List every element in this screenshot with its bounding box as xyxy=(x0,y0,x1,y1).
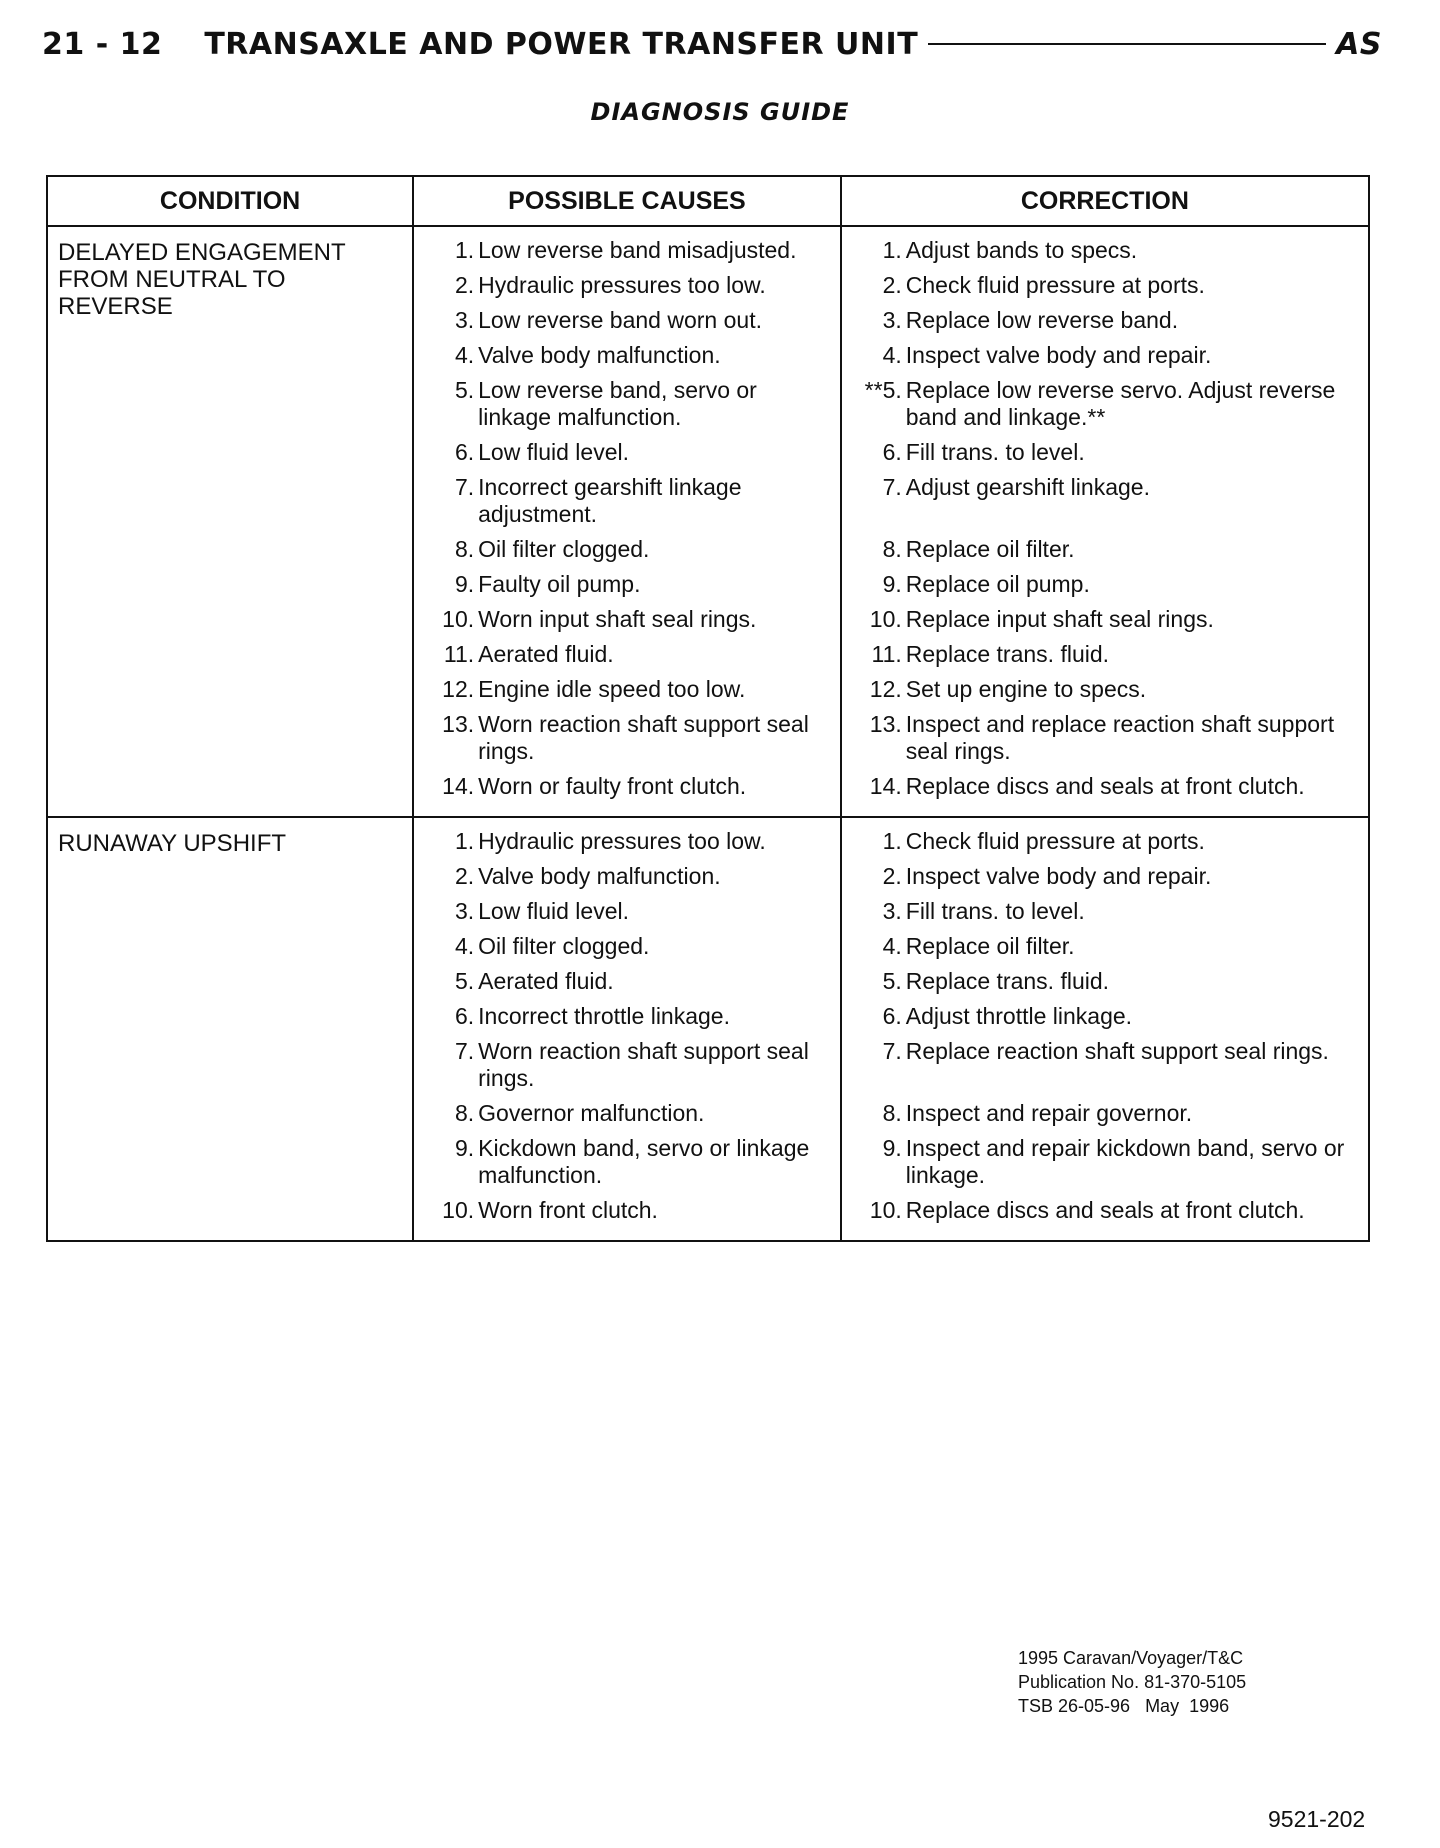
cause-number: 5. xyxy=(454,377,475,403)
correction-text: Set up engine to specs. xyxy=(905,676,1147,702)
correction-number: 5. xyxy=(882,968,902,994)
cause-number: 9. xyxy=(454,571,475,597)
cause-number: 6. xyxy=(454,439,475,465)
correction-text: Inspect valve body and repair. xyxy=(905,342,1212,368)
correction-number: 3. xyxy=(882,307,902,333)
causes-list xyxy=(414,818,840,1240)
cause-item xyxy=(414,1003,840,1030)
cause-number: 13. xyxy=(442,711,475,737)
correction-number: 10. xyxy=(869,606,902,632)
correction-text: Fill trans. to level. xyxy=(905,898,1085,924)
cause-item xyxy=(414,474,840,528)
cause-item xyxy=(414,898,840,925)
correction-number: 6. xyxy=(882,1003,902,1029)
cause-text: Hydraulic pressures too low. xyxy=(478,272,766,298)
corrections-list xyxy=(842,227,1368,816)
footer-vehicle: 1995 Caravan/Voyager/T&C xyxy=(1018,1648,1244,1668)
cause-text: Worn reaction shaft support seal rings. xyxy=(478,1038,809,1091)
cause-item xyxy=(414,1135,840,1189)
correction-item xyxy=(842,933,1368,960)
correction-number: **5. xyxy=(864,377,902,403)
correction-number: 3. xyxy=(882,898,902,924)
correction-number: 7. xyxy=(882,1038,902,1064)
correction-text: Replace input shaft seal rings. xyxy=(905,606,1214,632)
cause-text: Low fluid level. xyxy=(478,439,629,465)
cause-item xyxy=(414,237,840,264)
cause-text: Aerated fluid. xyxy=(478,968,614,994)
cause-text: Worn reaction shaft support seal rings. xyxy=(478,711,809,764)
correction-text: Adjust gearshift linkage. xyxy=(905,474,1150,500)
cause-text: Incorrect throttle linkage. xyxy=(478,1003,730,1029)
correction-number: 14. xyxy=(869,773,902,799)
correction-text: Replace trans. fluid. xyxy=(905,641,1110,667)
correction-item xyxy=(842,1135,1368,1189)
cause-item xyxy=(414,536,840,563)
cause-item xyxy=(414,863,840,890)
section-code: AS xyxy=(1336,26,1382,62)
cause-text: Oil filter clogged. xyxy=(478,536,650,562)
correction-text: Inspect valve body and repair. xyxy=(905,863,1212,889)
correction-text: Replace low reverse band. xyxy=(905,307,1179,333)
correction-text: Inspect and repair kickdown band, servo or linkage. xyxy=(905,1135,1345,1188)
condition-cell xyxy=(47,226,413,817)
cause-number: 8. xyxy=(454,536,475,562)
correction-text: Inspect and repair governor. xyxy=(905,1100,1193,1126)
cause-item xyxy=(414,641,840,668)
correction-number: 4. xyxy=(882,342,902,368)
page-header xyxy=(42,20,1382,68)
condition-cell xyxy=(47,817,413,1241)
correction-item xyxy=(842,571,1368,598)
cause-item xyxy=(414,1100,840,1127)
correction-number: 2. xyxy=(882,272,902,298)
correction-number: 8. xyxy=(882,1100,902,1126)
cause-item xyxy=(414,711,840,765)
table-row xyxy=(47,226,1369,817)
cause-text: Worn or faulty front clutch. xyxy=(478,773,747,799)
correction-text: Replace oil filter. xyxy=(905,933,1075,959)
correction-text: Replace oil filter. xyxy=(905,536,1075,562)
corrections-list xyxy=(842,818,1368,1240)
correction-text: Adjust bands to specs. xyxy=(905,237,1138,263)
correction-item xyxy=(842,773,1368,800)
correction-item xyxy=(842,237,1368,264)
cause-number: 7. xyxy=(454,474,475,500)
cause-number: 11. xyxy=(443,641,475,667)
cause-text: Low reverse band, servo or linkage malfunction. xyxy=(478,377,757,430)
correction-item xyxy=(842,474,1368,528)
correction-number: 1. xyxy=(882,237,902,263)
footer-publication: Publication No. 81-370-5105 xyxy=(1018,1672,1247,1692)
correction-item xyxy=(842,439,1368,466)
correction-item xyxy=(842,272,1368,299)
correction-item xyxy=(842,1038,1368,1092)
correction-number: 9. xyxy=(882,571,902,597)
causes-cell xyxy=(413,226,841,817)
guide-title: DIAGNOSIS GUIDE xyxy=(590,98,850,126)
cause-number: 5. xyxy=(454,968,475,994)
cause-text: Worn input shaft seal rings. xyxy=(478,606,757,632)
cause-text: Faulty oil pump. xyxy=(478,571,641,597)
causes-cell xyxy=(413,817,841,1241)
correction-item xyxy=(842,898,1368,925)
correction-item xyxy=(842,711,1368,765)
publication-footer xyxy=(1018,1646,1246,1718)
correction-item xyxy=(842,377,1368,431)
cause-item xyxy=(414,439,840,466)
condition-text: DELAYED ENGAGEMENT FROM NEUTRAL TO REVERSE xyxy=(58,239,346,320)
correction-text: Replace discs and seals at front clutch. xyxy=(905,773,1305,799)
correction-item xyxy=(842,342,1368,369)
cause-item xyxy=(414,1197,840,1224)
causes-list xyxy=(414,227,840,816)
correction-number: 9. xyxy=(882,1135,902,1161)
cause-number: 4. xyxy=(454,933,475,959)
cause-number: 1. xyxy=(454,828,475,854)
cause-text: Low reverse band worn out. xyxy=(478,307,762,333)
correction-text: Replace reaction shaft support seal rings. xyxy=(905,1038,1329,1064)
correction-item xyxy=(842,606,1368,633)
cause-number: 1. xyxy=(454,237,475,263)
diagnosis-table xyxy=(46,175,1370,1242)
cause-number: 2. xyxy=(454,272,475,298)
correction-item xyxy=(842,828,1368,855)
cause-item xyxy=(414,377,840,431)
header-possible-causes: POSSIBLE CAUSES xyxy=(413,176,841,226)
footer-tsb: TSB 26-05-96 May 1996 xyxy=(1018,1696,1230,1716)
table-row xyxy=(47,817,1369,1241)
cause-text: Engine idle speed too low. xyxy=(478,676,746,702)
cause-item xyxy=(414,1038,840,1092)
correction-number: 1. xyxy=(882,828,902,854)
corrections-cell xyxy=(841,817,1369,1241)
cause-text: Governor malfunction. xyxy=(478,1100,705,1126)
cause-text: Oil filter clogged. xyxy=(478,933,650,959)
cause-text: Valve body malfunction. xyxy=(478,342,721,368)
correction-item xyxy=(842,641,1368,668)
cause-number: 12. xyxy=(442,676,475,702)
cause-number: 4. xyxy=(454,342,475,368)
cause-item xyxy=(414,606,840,633)
cause-item xyxy=(414,933,840,960)
cause-item xyxy=(414,968,840,995)
cause-text: Aerated fluid. xyxy=(478,641,614,667)
correction-number: 8. xyxy=(882,536,902,562)
correction-text: Inspect and replace reaction shaft support seal rings. xyxy=(905,711,1335,764)
correction-text: Adjust throttle linkage. xyxy=(905,1003,1133,1029)
cause-number: 3. xyxy=(454,898,475,924)
cause-item xyxy=(414,272,840,299)
cause-item xyxy=(414,307,840,334)
correction-number: 10. xyxy=(869,1197,902,1223)
page-number: 21 - 12 xyxy=(42,26,163,62)
cause-item xyxy=(414,571,840,598)
correction-item xyxy=(842,536,1368,563)
correction-item xyxy=(842,1003,1368,1030)
cause-number: 10. xyxy=(442,1197,475,1223)
cause-item xyxy=(414,773,840,800)
table-header-row xyxy=(47,176,1369,226)
correction-item xyxy=(842,307,1368,334)
correction-text: Replace low reverse servo. Adjust reverse band and linkage.** xyxy=(905,377,1336,430)
cause-number: 7. xyxy=(454,1038,475,1064)
correction-number: 12. xyxy=(869,676,902,702)
cause-text: Worn front clutch. xyxy=(478,1197,658,1223)
header-rule xyxy=(928,43,1326,45)
cause-number: 9. xyxy=(454,1135,475,1161)
correction-item xyxy=(842,676,1368,703)
cause-item xyxy=(414,342,840,369)
correction-text: Check fluid pressure at ports. xyxy=(905,828,1205,854)
cause-item xyxy=(414,676,840,703)
cause-number: 2. xyxy=(454,863,475,889)
cause-text: Hydraulic pressures too low. xyxy=(478,828,766,854)
cause-text: Low fluid level. xyxy=(478,898,629,924)
header-correction: CORRECTION xyxy=(841,176,1369,226)
cause-text: Kickdown band, servo or linkage malfunction. xyxy=(478,1135,810,1188)
cause-text: Low reverse band misadjusted. xyxy=(478,237,797,263)
page-id: 9521-202 xyxy=(1268,1806,1366,1832)
correction-number: 2. xyxy=(882,863,902,889)
cause-number: 6. xyxy=(454,1003,475,1029)
cause-text: Incorrect gearshift linkage adjustment. xyxy=(478,474,742,527)
cause-text: Valve body malfunction. xyxy=(478,863,721,889)
cause-number: 3. xyxy=(454,307,475,333)
correction-item xyxy=(842,1197,1368,1224)
correction-number: 11. xyxy=(871,641,902,667)
corrections-cell xyxy=(841,226,1369,817)
cause-number: 10. xyxy=(442,606,475,632)
correction-item xyxy=(842,1100,1368,1127)
section-title: TRANSAXLE AND POWER TRANSFER UNIT xyxy=(204,26,919,62)
correction-item xyxy=(842,863,1368,890)
correction-number: 4. xyxy=(882,933,902,959)
correction-item xyxy=(842,968,1368,995)
condition-text: RUNAWAY UPSHIFT xyxy=(58,830,287,857)
correction-text: Check fluid pressure at ports. xyxy=(905,272,1205,298)
correction-number: 6. xyxy=(882,439,902,465)
header-condition: CONDITION xyxy=(47,176,413,226)
cause-item xyxy=(414,828,840,855)
correction-text: Replace trans. fluid. xyxy=(905,968,1110,994)
correction-text: Replace oil pump. xyxy=(905,571,1090,597)
correction-text: Fill trans. to level. xyxy=(905,439,1085,465)
cause-number: 14. xyxy=(442,773,475,799)
correction-number: 13. xyxy=(869,711,902,737)
cause-number: 8. xyxy=(454,1100,475,1126)
correction-text: Replace discs and seals at front clutch. xyxy=(905,1197,1305,1223)
correction-number: 7. xyxy=(882,474,902,500)
